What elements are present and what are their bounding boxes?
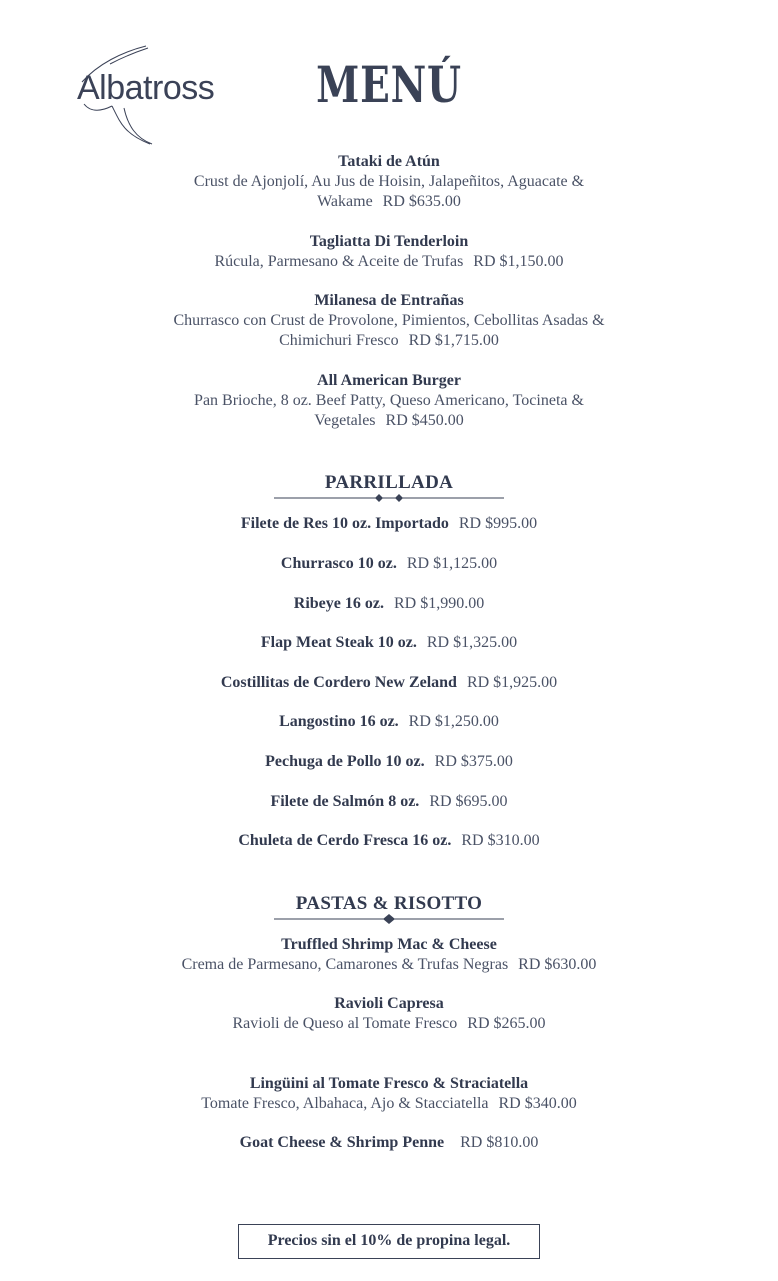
menu-item xyxy=(0,371,778,431)
dish-price: RD $810.00 xyxy=(460,1134,539,1151)
dish-description: Ravioli de Queso al Tomate Fresco xyxy=(232,1015,458,1032)
menu-item xyxy=(0,554,778,574)
dish-description: Churrasco con Crust de Provolone, Pimientos, Cebollitas Asadas & xyxy=(173,312,605,329)
section-title-pastas: PASTAS & RISOTTO xyxy=(295,893,483,914)
dish-name: Flap Meat Steak 10 oz. xyxy=(260,634,417,651)
dish-description: Crust de Ajonjolí, Au Jus de Hoisin, Jalapeñitos, Aguacate & xyxy=(193,173,585,190)
dish-name: Goat Cheese & Shrimp Penne xyxy=(239,1134,445,1151)
dish-price: RD $310.00 xyxy=(461,832,540,849)
menu-item xyxy=(0,792,778,812)
logo-text: Albatross xyxy=(77,69,215,107)
dish-price: RD $1,125.00 xyxy=(406,555,498,572)
dish-price: RD $1,990.00 xyxy=(393,595,485,612)
page-title: MENÚ xyxy=(316,55,462,114)
dish-price: RD $1,715.00 xyxy=(408,332,499,349)
dish-name: Milanesa de Entrañas xyxy=(314,292,464,309)
menu-item xyxy=(0,935,778,975)
dish-description: Tomate Fresco, Albahaca, Ajo & Stacciatella xyxy=(201,1095,489,1112)
menu-item xyxy=(0,1133,778,1153)
dish-name: Tataki de Atún xyxy=(338,153,440,170)
dish-name: Ravioli Capresa xyxy=(334,995,444,1012)
menu-item xyxy=(0,831,778,851)
menu-item xyxy=(0,291,778,351)
dish-name: Lingüini al Tomate Fresco & Straciatella xyxy=(249,1075,529,1092)
dish-description: Wakame xyxy=(317,193,373,210)
dish-price: RD $1,150.00 xyxy=(473,253,564,270)
dish-price: RD $265.00 xyxy=(467,1015,546,1032)
menu-item xyxy=(0,1074,778,1114)
dish-name: Costillitas de Cordero New Zeland xyxy=(220,674,457,691)
dish-price: RD $340.00 xyxy=(498,1095,577,1112)
dish-name: Ribeye 16 oz. xyxy=(293,595,384,612)
menu-item xyxy=(0,232,778,272)
menu-item xyxy=(0,594,778,614)
dish-name: Filete de Salmón 8 oz. xyxy=(270,793,420,810)
dish-description: Chimichuri Fresco xyxy=(279,332,399,349)
dish-name: Tagliatta Di Tenderloin xyxy=(309,233,469,250)
dish-name: Filete de Res 10 oz. Importado xyxy=(240,515,449,532)
ornament-divider xyxy=(274,493,504,503)
dish-description: Crema de Parmesano, Camarones & Trufas Negras xyxy=(181,956,509,973)
dish-price: RD $375.00 xyxy=(434,753,513,770)
dish-name: All American Burger xyxy=(317,372,461,389)
menu-item xyxy=(0,712,778,732)
dish-name: Chuleta de Cerdo Fresca 16 oz. xyxy=(238,832,452,849)
dish-description: Rúcula, Parmesano & Aceite de Trufas xyxy=(214,253,464,270)
tip-notice: Precios sin el 10% de propina legal. xyxy=(238,1224,540,1259)
dish-price: RD $1,925.00 xyxy=(466,674,558,691)
dish-price: RD $695.00 xyxy=(429,793,508,810)
dish-price: RD $1,250.00 xyxy=(408,713,499,730)
dish-name: Langostino 16 oz. xyxy=(279,713,399,730)
dish-price: RD $450.00 xyxy=(385,412,464,429)
dish-description: Pan Brioche, 8 oz. Beef Patty, Queso Americano, Tocineta & xyxy=(194,392,584,409)
dish-price: RD $630.00 xyxy=(518,956,597,973)
menu-item xyxy=(0,673,778,693)
menu-item xyxy=(0,994,778,1034)
dish-description: Vegetales xyxy=(314,412,376,429)
dish-price: RD $635.00 xyxy=(382,193,461,210)
menu-item xyxy=(0,152,778,212)
menu-item xyxy=(0,633,778,653)
ornament-divider xyxy=(274,914,504,924)
menu-item xyxy=(0,752,778,772)
dish-name: Pechuga de Pollo 10 oz. xyxy=(265,753,425,770)
section-title-parrillada: PARRILLADA xyxy=(324,472,454,493)
dish-name: Churrasco 10 oz. xyxy=(280,555,397,572)
dish-name: Truffled Shrimp Mac & Cheese xyxy=(281,936,497,953)
dish-price: RD $995.00 xyxy=(458,515,538,532)
menu-item xyxy=(0,514,778,534)
dish-price: RD $1,325.00 xyxy=(426,634,518,651)
